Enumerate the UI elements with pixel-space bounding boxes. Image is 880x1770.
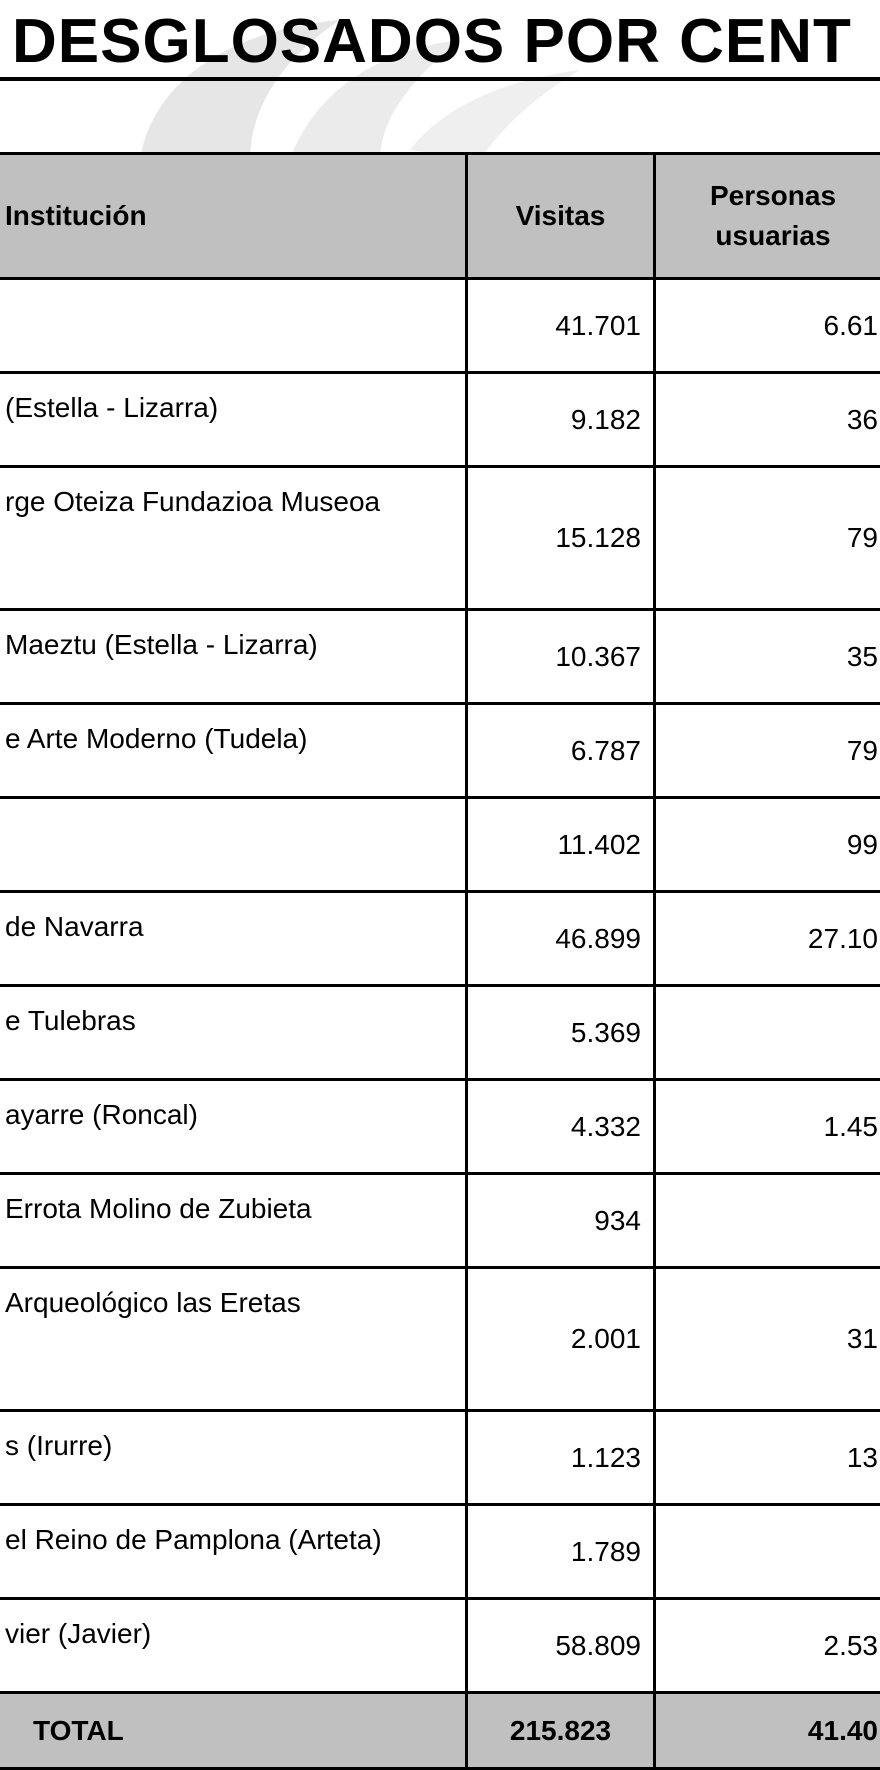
total-label: TOTAL: [0, 1693, 467, 1769]
users-cell: 6.61: [655, 279, 880, 373]
visits-cell: 9.182: [467, 373, 655, 467]
column-header-visits: Visitas: [467, 154, 655, 279]
title-underline: [0, 77, 880, 81]
visits-cell: 934: [467, 1174, 655, 1268]
institution-cell: rge Oteiza Fundazioa Museoa: [0, 467, 467, 610]
users-cell: 27.10: [655, 892, 880, 986]
visits-cell: 5.369: [467, 986, 655, 1080]
data-table: [0, 152, 880, 1770]
table-row: [0, 373, 880, 467]
table-row: [0, 1174, 880, 1268]
users-cell: [655, 1174, 880, 1268]
users-cell: 1.45: [655, 1080, 880, 1174]
header-row: [0, 154, 880, 279]
table-row: [0, 798, 880, 892]
table-row: [0, 986, 880, 1080]
institution-cell: e Tulebras: [0, 986, 467, 1080]
table-row: [0, 892, 880, 986]
total-row: [0, 1693, 880, 1769]
visits-cell: 11.402: [467, 798, 655, 892]
institution-cell: [0, 279, 467, 373]
table-row: [0, 704, 880, 798]
institution-cell: e Arte Moderno (Tudela): [0, 704, 467, 798]
table-row: [0, 279, 880, 373]
visits-cell: 6.787: [467, 704, 655, 798]
visits-cell: 41.701: [467, 279, 655, 373]
institution-cell: s (Irurre): [0, 1411, 467, 1505]
table-body: [0, 279, 880, 1693]
table-row: [0, 1505, 880, 1599]
total-visits: 215.823: [467, 1693, 655, 1769]
institution-cell: Errota Molino de Zubieta: [0, 1174, 467, 1268]
users-cell: 79: [655, 704, 880, 798]
institution-cell: ayarre (Roncal): [0, 1080, 467, 1174]
institution-cell: de Navarra: [0, 892, 467, 986]
table-row: [0, 1599, 880, 1693]
visits-cell: 15.128: [467, 467, 655, 610]
users-cell: 35: [655, 610, 880, 704]
table-container: [0, 152, 880, 1770]
users-cell: 79: [655, 467, 880, 610]
column-header-institution: Institución: [0, 154, 467, 279]
total-users: 41.40: [655, 1693, 880, 1769]
users-cell: 13: [655, 1411, 880, 1505]
users-cell: [655, 1505, 880, 1599]
users-cell: [655, 986, 880, 1080]
users-cell: 31: [655, 1268, 880, 1411]
column-header-users: Personas usuarias: [655, 154, 880, 279]
users-cell: 2.53: [655, 1599, 880, 1693]
institution-cell: [0, 798, 467, 892]
table-row: [0, 1080, 880, 1174]
institution-cell: Maeztu (Estella - Lizarra): [0, 610, 467, 704]
table-row: [0, 1268, 880, 1411]
visits-cell: 1.123: [467, 1411, 655, 1505]
page-title: DESGLOSADOS POR CENT: [12, 6, 852, 77]
table-row: [0, 1411, 880, 1505]
institution-cell: (Estella - Lizarra): [0, 373, 467, 467]
users-cell: 36: [655, 373, 880, 467]
visits-cell: 1.789: [467, 1505, 655, 1599]
visits-cell: 46.899: [467, 892, 655, 986]
table-row: [0, 610, 880, 704]
table-row: [0, 467, 880, 610]
visits-cell: 10.367: [467, 610, 655, 704]
users-cell: 99: [655, 798, 880, 892]
visits-cell: 2.001: [467, 1268, 655, 1411]
institution-cell: Arqueológico las Eretas: [0, 1268, 467, 1411]
institution-cell: el Reino de Pamplona (Arteta): [0, 1505, 467, 1599]
visits-cell: 4.332: [467, 1080, 655, 1174]
visits-cell: 58.809: [467, 1599, 655, 1693]
institution-cell: vier (Javier): [0, 1599, 467, 1693]
